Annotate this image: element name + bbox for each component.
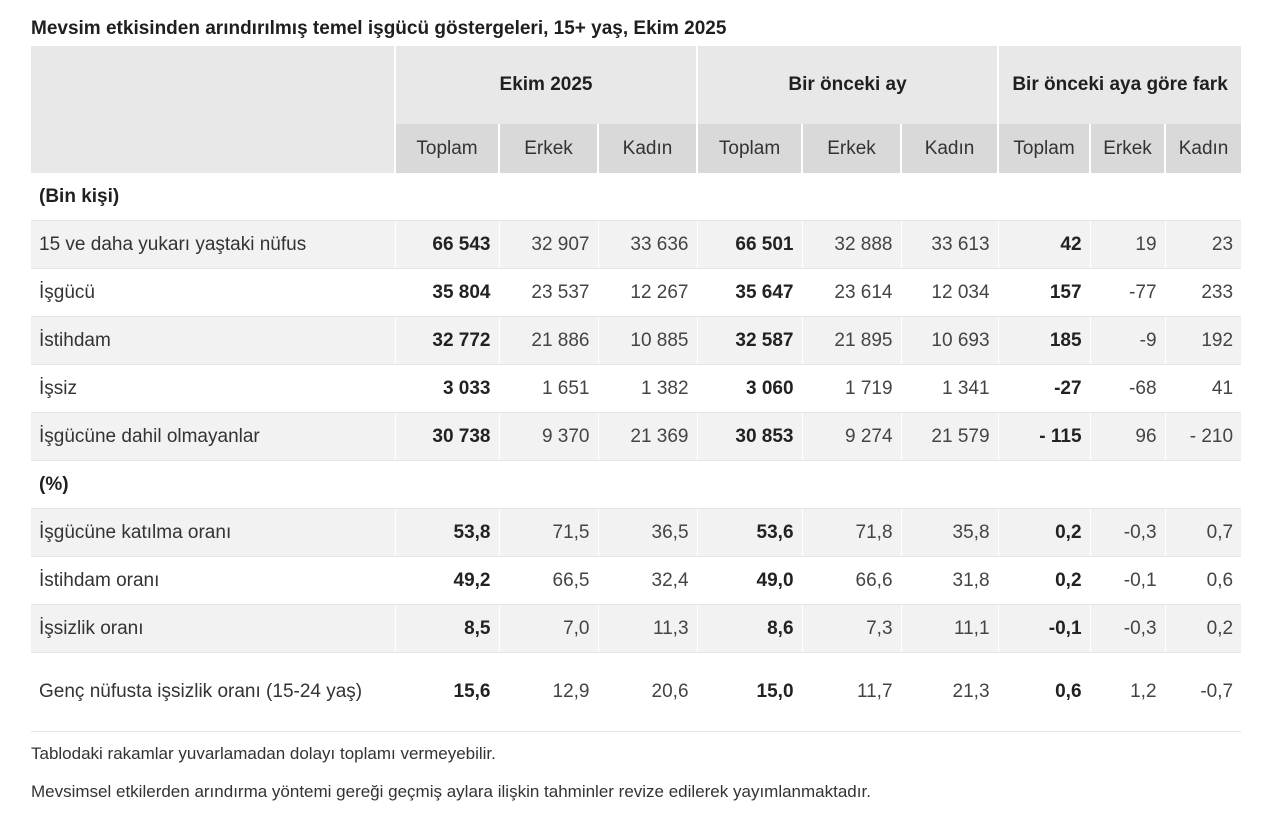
subheader-cell: Kadın bbox=[598, 124, 697, 173]
row-label: İşsizlik oranı bbox=[31, 605, 395, 653]
table-cell: 7,3 bbox=[802, 605, 901, 653]
table-cell: 0,6 bbox=[998, 653, 1090, 732]
table-cell: 66 543 bbox=[395, 221, 499, 269]
subheader-cell: Toplam bbox=[998, 124, 1090, 173]
table-row bbox=[31, 605, 1241, 653]
table-cell: 10 885 bbox=[598, 317, 697, 365]
table-cell: - 210 bbox=[1165, 413, 1241, 461]
table-cell: 41 bbox=[1165, 365, 1241, 413]
table-cell: 32 587 bbox=[697, 317, 802, 365]
table-cell: 96 bbox=[1090, 413, 1165, 461]
table-row bbox=[31, 653, 1241, 732]
table-cell: 71,8 bbox=[802, 509, 901, 557]
table-cell: 1,2 bbox=[1090, 653, 1165, 732]
table-cell: 32 907 bbox=[499, 221, 598, 269]
row-label: 15 ve daha yukarı yaştaki nüfus bbox=[31, 221, 395, 269]
table-cell: - 115 bbox=[998, 413, 1090, 461]
section-heading-row bbox=[31, 461, 1241, 509]
row-label: Genç nüfusta işsizlik oranı (15-24 yaş) bbox=[31, 653, 395, 732]
subheader-cell: Erkek bbox=[802, 124, 901, 173]
table-cell: 53,8 bbox=[395, 509, 499, 557]
table-cell: 9 370 bbox=[499, 413, 598, 461]
table-cell: -0,1 bbox=[998, 605, 1090, 653]
row-label: İşgücüne dahil olmayanlar bbox=[31, 413, 395, 461]
table-cell: 21 895 bbox=[802, 317, 901, 365]
table-cell: 157 bbox=[998, 269, 1090, 317]
corner-cell bbox=[31, 46, 395, 124]
subheader-cell: Toplam bbox=[697, 124, 802, 173]
table-cell: 192 bbox=[1165, 317, 1241, 365]
footnote: Tablodaki rakamlar yuvarlamadan dolayı toplamı vermeyebilir. bbox=[31, 744, 496, 763]
table-cell: 66,6 bbox=[802, 557, 901, 605]
table-cell: 12 034 bbox=[901, 269, 998, 317]
table-cell: 49,2 bbox=[395, 557, 499, 605]
table-cell: -0,3 bbox=[1090, 605, 1165, 653]
table-cell: 32 772 bbox=[395, 317, 499, 365]
table-row bbox=[31, 269, 1241, 317]
table-cell: 0,2 bbox=[998, 509, 1090, 557]
table-cell: 9 274 bbox=[802, 413, 901, 461]
table-row bbox=[31, 221, 1241, 269]
table-body bbox=[31, 173, 1241, 732]
subheader-cell: Erkek bbox=[1090, 124, 1165, 173]
table-cell: 3 033 bbox=[395, 365, 499, 413]
table-row bbox=[31, 557, 1241, 605]
section-heading-row bbox=[31, 173, 1241, 221]
table-row bbox=[31, 365, 1241, 413]
table-cell: 12,9 bbox=[499, 653, 598, 732]
row-label: İşgücü bbox=[31, 269, 395, 317]
labour-force-table bbox=[31, 46, 1241, 732]
table-cell: 11,1 bbox=[901, 605, 998, 653]
subheader-row bbox=[31, 124, 1241, 173]
table-cell: -0,1 bbox=[1090, 557, 1165, 605]
subheader-cell: Toplam bbox=[395, 124, 499, 173]
table-cell: 21,3 bbox=[901, 653, 998, 732]
table-cell: 15,0 bbox=[697, 653, 802, 732]
group-header-row bbox=[31, 46, 1241, 124]
corner-cell bbox=[31, 124, 395, 173]
table-cell: 21 886 bbox=[499, 317, 598, 365]
table-row bbox=[31, 413, 1241, 461]
table-cell: 19 bbox=[1090, 221, 1165, 269]
table-row bbox=[31, 509, 1241, 557]
table-cell: 21 579 bbox=[901, 413, 998, 461]
table-cell: 53,6 bbox=[697, 509, 802, 557]
section-heading: (%) bbox=[31, 461, 1241, 509]
table-title: Mevsim etkisinden arındırılmış temel işgücü göstergeleri, 15+ yaş, Ekim 2025 bbox=[31, 18, 727, 39]
table-cell: 8,6 bbox=[697, 605, 802, 653]
group-header-difference: Bir önceki aya göre fark bbox=[998, 46, 1241, 124]
table-cell: 1 382 bbox=[598, 365, 697, 413]
table-cell: 66 501 bbox=[697, 221, 802, 269]
table-cell: 30 738 bbox=[395, 413, 499, 461]
table-cell: 233 bbox=[1165, 269, 1241, 317]
table-cell: -27 bbox=[998, 365, 1090, 413]
group-header-current: Ekim 2025 bbox=[395, 46, 697, 124]
table-cell: 23 bbox=[1165, 221, 1241, 269]
table-cell: 3 060 bbox=[697, 365, 802, 413]
table-cell: 10 693 bbox=[901, 317, 998, 365]
table-cell: 8,5 bbox=[395, 605, 499, 653]
subheader-cell: Kadın bbox=[1165, 124, 1241, 173]
table-cell: 33 636 bbox=[598, 221, 697, 269]
table-cell: 0,2 bbox=[1165, 605, 1241, 653]
table-cell: 1 651 bbox=[499, 365, 598, 413]
table-cell: -9 bbox=[1090, 317, 1165, 365]
table-cell: 20,6 bbox=[598, 653, 697, 732]
table-cell: 21 369 bbox=[598, 413, 697, 461]
table-cell: 0,7 bbox=[1165, 509, 1241, 557]
table-cell: 11,7 bbox=[802, 653, 901, 732]
table-cell: 31,8 bbox=[901, 557, 998, 605]
row-label: İstihdam oranı bbox=[31, 557, 395, 605]
table-cell: -77 bbox=[1090, 269, 1165, 317]
table-cell: 1 341 bbox=[901, 365, 998, 413]
table-cell: 33 613 bbox=[901, 221, 998, 269]
table-cell: 12 267 bbox=[598, 269, 697, 317]
subheader-cell: Kadın bbox=[901, 124, 998, 173]
section-heading: (Bin kişi) bbox=[31, 173, 1241, 221]
table-cell: 23 537 bbox=[499, 269, 598, 317]
table-cell: 32 888 bbox=[802, 221, 901, 269]
table-cell: 49,0 bbox=[697, 557, 802, 605]
table-cell: 185 bbox=[998, 317, 1090, 365]
row-label: İşsiz bbox=[31, 365, 395, 413]
table-row bbox=[31, 317, 1241, 365]
table-cell: 32,4 bbox=[598, 557, 697, 605]
table-cell: 35,8 bbox=[901, 509, 998, 557]
table-cell: 36,5 bbox=[598, 509, 697, 557]
table-cell: 71,5 bbox=[499, 509, 598, 557]
row-label: İstihdam bbox=[31, 317, 395, 365]
table-cell: 35 647 bbox=[697, 269, 802, 317]
table-cell: -0,3 bbox=[1090, 509, 1165, 557]
table-cell: 11,3 bbox=[598, 605, 697, 653]
table-cell: 23 614 bbox=[802, 269, 901, 317]
group-header-previous: Bir önceki ay bbox=[697, 46, 998, 124]
table-cell: 0,2 bbox=[998, 557, 1090, 605]
table-cell: -0,7 bbox=[1165, 653, 1241, 732]
table-cell: 0,6 bbox=[1165, 557, 1241, 605]
table-cell: 66,5 bbox=[499, 557, 598, 605]
table-cell: -68 bbox=[1090, 365, 1165, 413]
table-cell: 42 bbox=[998, 221, 1090, 269]
row-label: İşgücüne katılma oranı bbox=[31, 509, 395, 557]
table-cell: 30 853 bbox=[697, 413, 802, 461]
subheader-cell: Erkek bbox=[499, 124, 598, 173]
table-cell: 1 719 bbox=[802, 365, 901, 413]
table-cell: 35 804 bbox=[395, 269, 499, 317]
table-cell: 7,0 bbox=[499, 605, 598, 653]
table-cell: 15,6 bbox=[395, 653, 499, 732]
footnote: Mevsimsel etkilerden arındırma yöntemi gereği geçmiş aylara ilişkin tahminler revize edilerek yayımlanmaktadır. bbox=[31, 782, 871, 801]
